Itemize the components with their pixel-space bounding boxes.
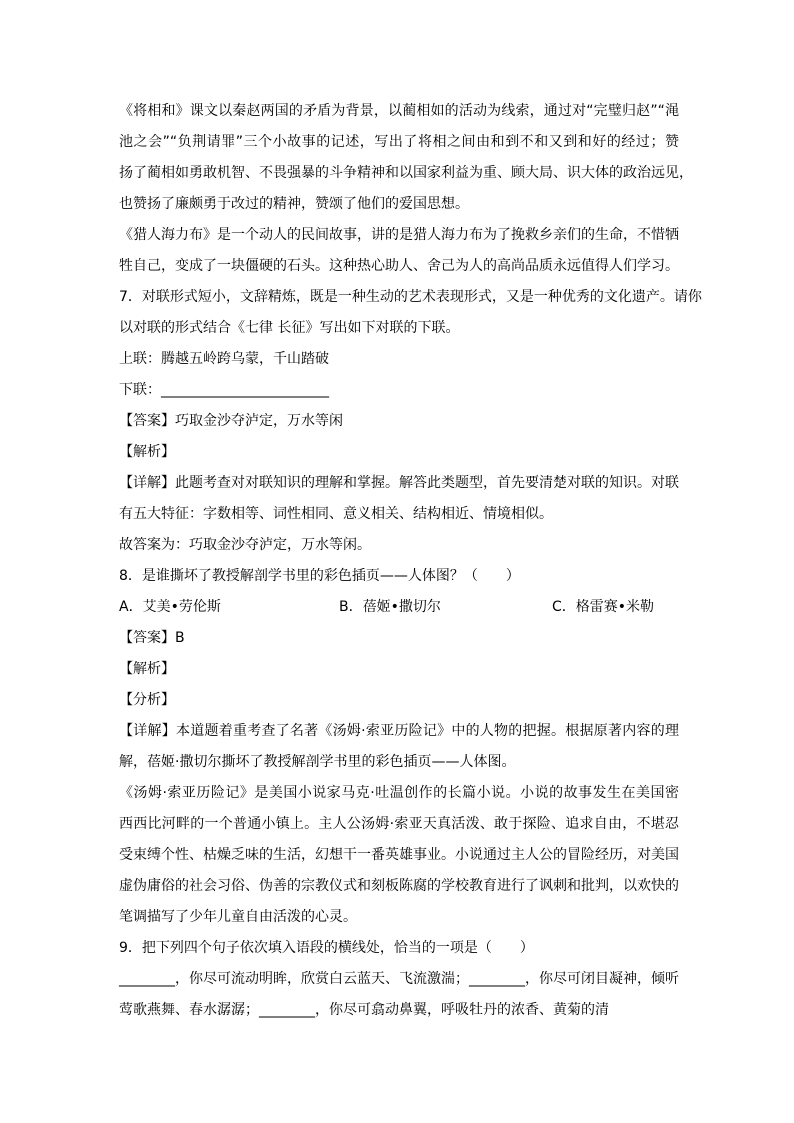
- document-body: [119, 96, 702, 1026]
- question-7-line: 7．对联形式短小，文辞精炼，既是一种生动的艺术表现形式，又是一种优秀的文化遗产。请你: [119, 289, 702, 305]
- option-b: B．蓓姬•撒切尔: [339, 599, 441, 615]
- analysis-label: 【解析】: [119, 444, 175, 460]
- question-8-line: 8．是谁撕坏了教授解剖学书里的彩色插页——人体图？（ ）: [119, 568, 520, 584]
- answer-label: 【答案】B: [119, 630, 185, 646]
- option-c: C．格雷赛•米勒: [552, 599, 655, 615]
- option-a: A．艾美•劳伦斯: [119, 599, 221, 615]
- couplet-lower-blank: 下联：________________________: [119, 382, 329, 398]
- final-answer-line: 故答案为：巧取金沙夺泸定，万水等闲。: [119, 537, 371, 553]
- paragraph-line: 《汤姆·索亚历险记》是美国小说家马克·吐温创作的长篇小说。小说的故事发生在美国密: [119, 785, 679, 801]
- question-9-text: 莺歌燕舞、春水潺潺；________，你尽可翕动鼻翼，呼吸牡丹的浓香、黄菊的清: [119, 1002, 609, 1018]
- paragraph-line: 扬了蔺相如勇敢机智、不畏强暴的斗争精神和以国家利益为重、顾大局、识大体的政治远见，: [119, 165, 693, 181]
- paragraph-line: 受束缚个性、枯燥乏味的生活，幻想干一番英雄事业。小说通过主人公的冒险经历，对美国: [119, 847, 679, 863]
- detail-line: 【详解】此题考查对对联知识的理解和掌握。解答此类题型，首先要清楚对联的知识。对联: [119, 475, 679, 491]
- question-8-options: [119, 592, 679, 623]
- paragraph-line: 《猎人海力布》是一个动人的民间故事，讲的是猎人海力布为了挽救乡亲们的生命，不惜牺: [119, 227, 679, 243]
- detail-line: 解，蓓姬·撒切尔撕坏了教授解剖学书里的彩色插页——人体图。: [119, 754, 516, 770]
- question-7-line: 以对联的形式结合《七律 长征》写出如下对联的下联。: [119, 320, 460, 336]
- paragraph-line: 西西比河畔的一个普通小镇上。主人公汤姆·索亚天真活泼、敢于探险、追求自由，不堪忍: [119, 816, 679, 832]
- paragraph-line: 虚伪庸俗的社会习俗、伪善的宗教仪式和刻板陈腐的学校教育进行了讽刺和批判，以欢快的: [119, 878, 679, 894]
- detail-line: 有五大特征：字数相等、词性相同、意义相关、结构相近、情境相似。: [119, 506, 553, 522]
- question-9-text: ________，你尽可流动明眸，欣赏白云蓝天、飞流激湍；________，你尽可闭目凝神，倾听: [119, 971, 679, 987]
- question-9-line: 9．把下列四个句子依次填入语段的横线处，恰当的一项是（ ）: [119, 940, 534, 956]
- paragraph-line: 牲自己，变成了一块僵硬的石头。这种热心助人、舍己为人的高尚品质永远值得人们学习。: [119, 258, 679, 274]
- paragraph-line: 也赞扬了廉颇勇于改过的精神，赞颂了他们的爱国思想。: [119, 196, 469, 212]
- paragraph-line: 笔调描写了少年儿童自由活泼的心灵。: [119, 909, 357, 925]
- couplet-upper: 上联：腾越五岭跨乌蒙，千山踏破: [119, 351, 329, 367]
- paragraph-line: 《将相和》课文以秦赵两国的矛盾为背景，以蔺相如的活动为线索，通过对“完璧归赵”“渑: [119, 103, 679, 119]
- breakdown-label: 【分析】: [119, 692, 175, 708]
- detail-line: 【详解】本道题着重考查了名著《汤姆·索亚历险记》中的人物的把握。根据原著内容的理: [119, 723, 679, 739]
- paragraph-line: 池之会”“负荆请罪”三个小故事的记述，写出了将相之间由和到不和又到和好的经过；赞: [119, 134, 679, 150]
- analysis-label: 【解析】: [119, 661, 175, 677]
- answer-label: 【答案】巧取金沙夺泸定，万水等闲: [119, 413, 343, 429]
